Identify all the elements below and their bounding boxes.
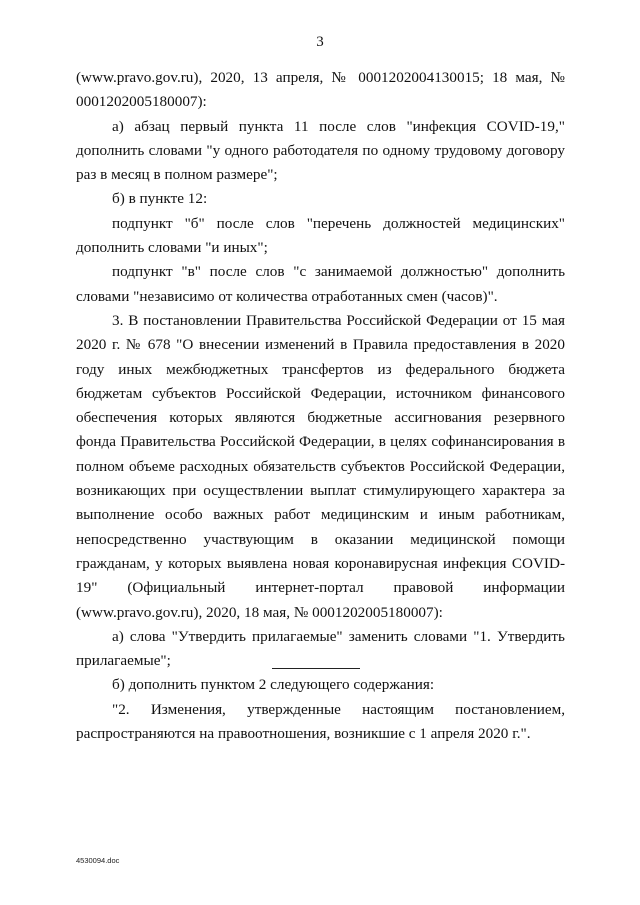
paragraph-7: б) дополнить пунктом 2 следующего содержания: bbox=[112, 676, 435, 694]
paragraph-2: б) в пункте 12: bbox=[112, 190, 208, 208]
end-separator-line bbox=[272, 668, 360, 669]
paragraph-6: а) слова "Утвердить прилагаемые" заменить словами "1. Утвердить прилагаемые"; bbox=[76, 627, 565, 670]
paragraph-0: (www.pravo.gov.ru), 2020, 13 апреля, № 0001202004130015; 18 мая, № 0001202005180007): bbox=[76, 69, 565, 111]
paragraph-1: а) абзац первый пункта 11 после слов "инфекция COVID-19," дополнить словами "у одного работодателя по одному трудовому договору раз в месяц в полном размере"; bbox=[76, 117, 565, 184]
paragraph-8: "2. Изменения, утвержденные настоящим постановлением, распространяются на правоотношения, возникшие с 1 апреля 2020 г.". bbox=[76, 700, 565, 743]
footer-file-name: 4530094.doc bbox=[76, 856, 120, 865]
document-body bbox=[76, 66, 565, 746]
page-number: 3 bbox=[316, 34, 324, 50]
paragraph-4: подпункт "в" после слов "с занимаемой должностью" дополнить словами "независимо от количества отработанных смен (часов)". bbox=[76, 263, 565, 305]
paragraph-5: 3. В постановлении Правительства Российской Федерации от 15 мая 2020 г. № 678 "О внесении изменений в Правила предоставления в 2020 году иных межбюджетных трансфертов из федерального бюджета бюджетам субъектов Российской Федерации, источником финансового обеспечения которых являются бюджетные ассигнования резервного фонда Правительства Российской Федерации, в целях софинансирования в полном объеме расходных обязательств субъектов Российской Федерации, возникающих при осуществлении выплат стимулирующего характера за выполнение особо важных работ медицинским и иным работникам, непосредственно участвующим в оказании медицинской помощи гражданам, у которых выявлена новая коронавирусная инфекция COVID-19" (Официальный интернет-портал правовой информации (www.pravo.gov.ru), 2020, 18 мая, № 0001202005180007): bbox=[76, 311, 565, 621]
paragraph-3: подпункт "б" после слов "перечень должностей медицинских" дополнить словами "и иных"; bbox=[76, 214, 565, 257]
